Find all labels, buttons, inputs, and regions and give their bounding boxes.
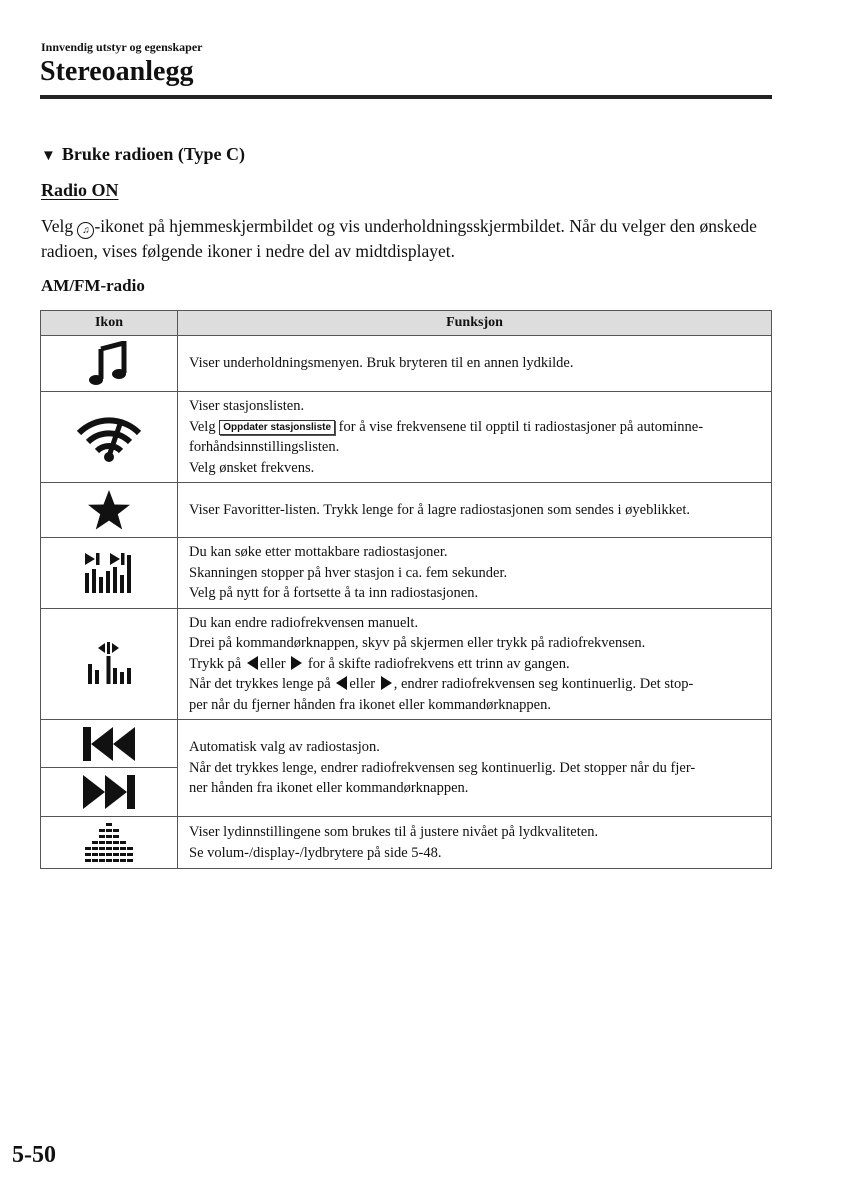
function-cell	[178, 538, 772, 609]
function-text: Når det trykkes lenge, endrer radiofrekvensen seg kontinuerlig. Det stopper når du fjer-	[189, 759, 696, 776]
equalizer-icon	[85, 822, 133, 864]
page-title: Stereoanlegg	[40, 56, 194, 87]
seek-forward-icon	[81, 774, 137, 810]
function-column-header: Funksjon	[178, 311, 772, 336]
triangle-marker-icon: ▼	[41, 148, 56, 164]
function-table	[40, 310, 772, 869]
function-text: Viser lydinnstillingene som brukes til å justere nivået på lydkvaliteten.	[189, 824, 599, 840]
function-text-fragment: Velg	[189, 418, 220, 435]
update-station-list-button[interactable]: Oppdater stasjonsliste	[219, 420, 335, 435]
function-text: Viser stasjonslisten.	[189, 398, 305, 414]
function-text-fragment: eller	[349, 676, 379, 692]
function-text	[189, 417, 761, 438]
icon-cell	[41, 392, 178, 483]
icon-cell	[41, 336, 178, 392]
icon-cell	[41, 608, 178, 720]
icon-cell	[41, 720, 178, 817]
section-label: Innvendig utstyr og egenskaper	[41, 40, 203, 54]
function-text: Velg på nytt for å fortsette å ta inn radiostasjonen.	[189, 585, 479, 601]
right-arrow-icon	[291, 656, 302, 670]
function-text: ner hånden fra ikonet eller kommandørknappen.	[189, 780, 469, 797]
function-cell	[178, 483, 772, 538]
music-note-icon: ♫	[77, 222, 94, 239]
section-heading	[41, 144, 245, 165]
section-heading-text: Bruke radioen (Type C)	[61, 144, 246, 164]
intro-text-2: -ikonet på hjemmeskjermbildet og vis underholdningsskjermbildet. Når du velger den ønskede radioen, vises følgende ikoner i nedre del av midtdisplayet.	[41, 216, 757, 261]
table-row	[41, 483, 772, 538]
left-arrow-icon	[336, 676, 347, 690]
radio-signal-icon	[76, 410, 142, 464]
function-text: Se volum-/display-/lydbrytere på side 5-48.	[189, 844, 442, 861]
subheading: Radio ON	[41, 180, 119, 200]
function-text-fragment: Trykk på	[189, 655, 245, 672]
intro-text-1: Velg	[41, 216, 78, 236]
table-row	[41, 538, 772, 609]
table-caption: AM/FM-radio	[41, 276, 145, 295]
function-text: Automatisk valg av radiostasjon.	[189, 739, 380, 756]
seek-back-icon	[81, 726, 137, 762]
table-row	[41, 392, 772, 483]
star-icon	[87, 489, 131, 531]
function-text	[189, 654, 761, 675]
table-row	[41, 336, 772, 392]
function-cell	[178, 720, 772, 817]
function-text	[189, 674, 761, 695]
table-row	[41, 720, 772, 817]
table-row	[41, 817, 772, 869]
function-text-fragment: for å vise frekvensene til opptil ti radiostasjoner på autominne-	[335, 418, 704, 435]
function-text-fragment: , endrer radiofrekvensen seg kontinuerlig. Det stop-	[393, 676, 694, 692]
function-cell	[178, 336, 772, 392]
function-text: Drei på kommandørknappen, skyv på skjermen eller trykk på radiofrekvensen.	[189, 635, 646, 651]
music-note-icon	[86, 341, 132, 387]
function-text-fragment: Når det trykkes lenge på	[189, 676, 335, 692]
page-number: 5-50	[12, 1142, 56, 1168]
table-row	[41, 608, 772, 720]
function-text-fragment: eller	[259, 655, 290, 672]
function-cell	[178, 392, 772, 483]
icon-column-header: Ikon	[41, 311, 178, 336]
function-text: per når du fjerner hånden fra ikonet eller kommandørknappen.	[189, 696, 551, 713]
function-text: Viser Favoritter-listen. Trykk lenge for å lagre radiostasjonen som sendes i øyeblikket.	[189, 501, 691, 518]
title-divider	[40, 95, 772, 99]
intro-paragraph	[41, 214, 781, 263]
function-text: Viser underholdningsmenyen. Bruk bryteren til en annen lydkilde.	[189, 355, 574, 372]
table-header-row	[41, 311, 772, 336]
function-text: Velg ønsket frekvens.	[189, 459, 315, 476]
left-arrow-icon	[247, 656, 258, 670]
function-text: Skanningen stopper på hver stasjon i ca. fem sekunder.	[189, 564, 508, 581]
icon-cell	[41, 538, 178, 609]
function-text: Du kan søke etter mottakbare radiostasjoner.	[189, 544, 448, 560]
tune-icon	[86, 642, 132, 686]
right-arrow-icon	[381, 676, 392, 690]
function-text: Du kan endre radiofrekvensen manuelt.	[189, 614, 419, 631]
scan-icon	[83, 551, 135, 595]
function-text: forhåndsinnstillingslisten.	[189, 439, 340, 455]
icon-cell	[41, 817, 178, 869]
icon-cell	[41, 483, 178, 538]
function-cell	[178, 608, 772, 720]
function-cell	[178, 817, 772, 869]
function-text-fragment: for å skifte radiofrekvens ett trinn av gangen.	[304, 655, 570, 672]
